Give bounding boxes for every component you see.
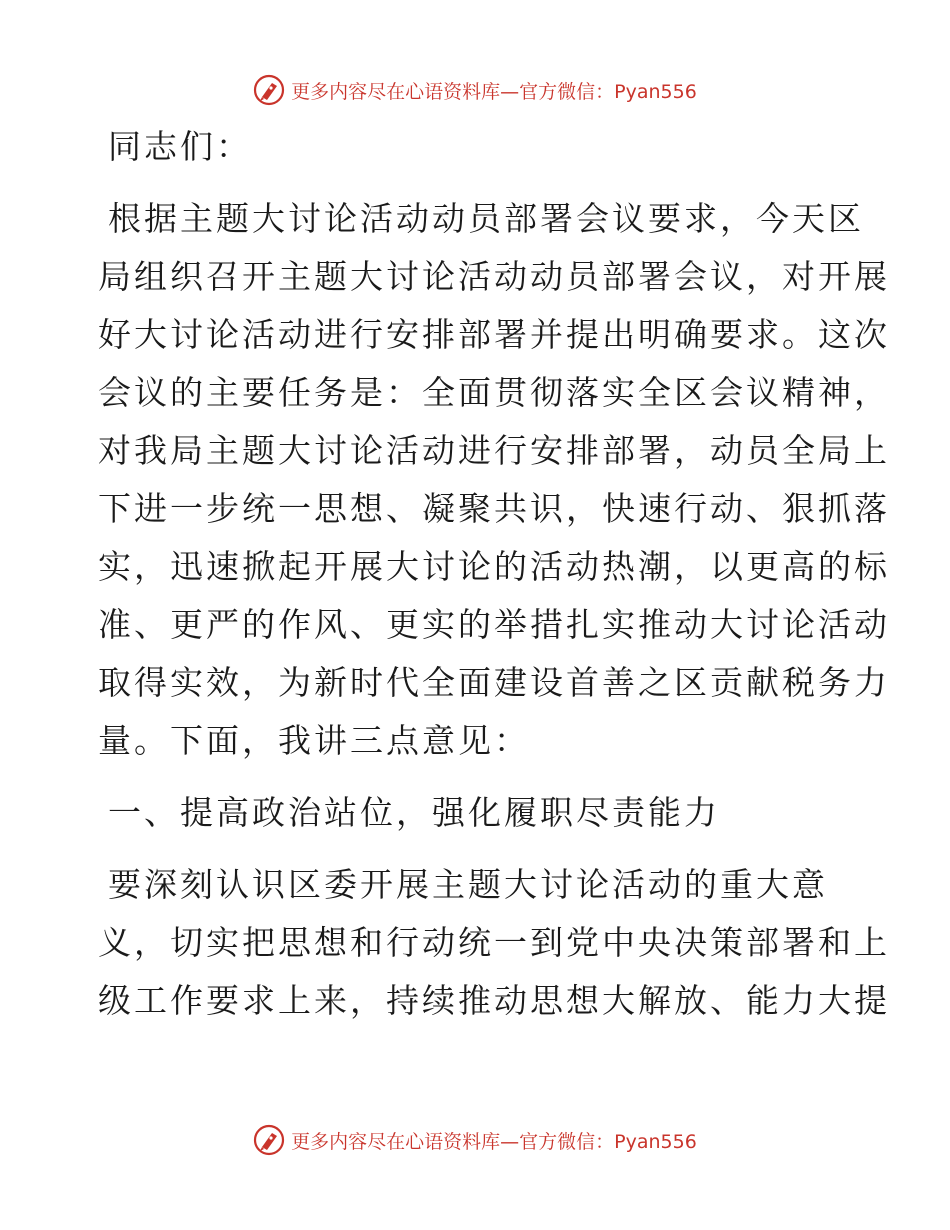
pen-nib-logo-icon — [253, 74, 285, 106]
paragraph-line: 下进一步统一思想、凝聚共识，快速行动、狠抓落 — [98, 489, 890, 528]
paragraph-line: 要深刻认识区委开展主题大讨论活动的重大意 — [108, 865, 828, 904]
paragraph-line: 义，切实把思想和行动统一到党中央决策部署和上 — [98, 923, 890, 962]
paragraph-line: 量。下面，我讲三点意见： — [98, 721, 530, 760]
salutation: 同志们： — [108, 127, 252, 166]
paragraph-line: 会议的主要任务是：全面贯彻落实全区会议精神， — [98, 373, 890, 412]
paragraph-line: 好大讨论活动进行安排部署并提出明确要求。这次 — [98, 315, 890, 354]
paragraph-line: 准、更严的作风、更实的举措扎实推动大讨论活动 — [98, 605, 890, 644]
paragraph-section-one — [98, 856, 890, 1030]
watermark-text: 更多内容尽在心语资料库—官方微信：Pyan556 — [291, 80, 697, 103]
pen-nib-logo-icon — [253, 1124, 285, 1156]
paragraph-line: 实，迅速掀起开展大讨论的活动热潮，以更高的标 — [98, 547, 890, 586]
header-watermark-banner — [0, 70, 950, 110]
footer-watermark-banner — [0, 1120, 950, 1160]
paragraph-line: 根据主题大讨论活动动员部署会议要求，今天区 — [108, 199, 864, 238]
section-heading: 一、提高政治站位，强化履职尽责能力 — [108, 793, 720, 832]
paragraph-line: 级工作要求上来，持续推动思想大解放、能力大提 — [98, 981, 890, 1020]
paragraph-line: 局组织召开主题大讨论活动动员部署会议，对开展 — [98, 257, 890, 296]
paragraph-line: 取得实效，为新时代全面建设首善之区贡献税务力 — [98, 663, 890, 702]
paragraph-line: 对我局主题大讨论活动进行安排部署，动员全局上 — [98, 431, 890, 470]
watermark-text: 更多内容尽在心语资料库—官方微信：Pyan556 — [291, 1130, 697, 1153]
paragraph-intro — [98, 190, 890, 770]
document-body — [98, 118, 890, 1030]
